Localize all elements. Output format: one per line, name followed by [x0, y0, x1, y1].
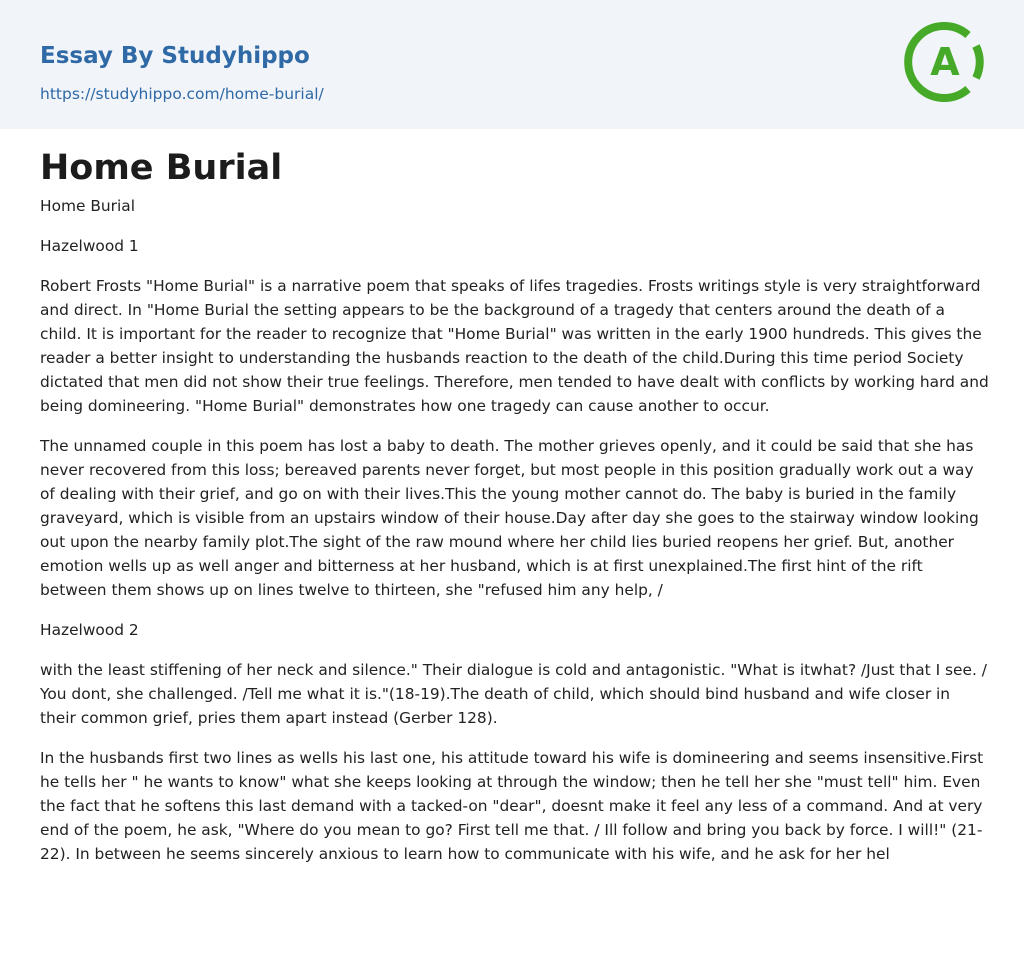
- logo-letter: A: [930, 40, 960, 84]
- essay-url-link[interactable]: https://studyhippo.com/home-burial/: [40, 85, 324, 103]
- essay-paragraph: Hazelwood 1: [40, 237, 139, 255]
- essay-paragraph: with the least stiffening of her neck and silence." Their dialogue is cold and antagonistic. "What is itwhat? /Just that I see. / You dont, she challenged. /Tell me what it is."(18-19).The death of child, which should bind husband and wife closer in their common grief, pries them apart instead (Gerber 128).: [40, 661, 987, 727]
- site-brand[interactable]: Essay By Studyhippo: [40, 43, 310, 69]
- essay-paragraph: In the husbands first two lines as wells his last one, his attitude toward his wife is domineering and seems insensitive.First he tells her " he wants to know" what she keeps looking at through the window; then he tell her she "must tell" him. Even the fact that he softens this last demand with a tacked-on "dear", doesnt make it feel any less of a command. And at very end of the poem, he ask, "Where do you mean to go? First tell me that. / Ill follow and bring you back by force. I will!" (21-22). In between he seems sincerely anxious to learn how to communicate with his wife, and he ask for her hel: [40, 749, 984, 863]
- essay-paragraph: Hazelwood 2: [40, 621, 139, 639]
- essay-content: [40, 143, 990, 866]
- essay-paragraph: Robert Frosts "Home Burial" is a narrative poem that speaks of lifes tragedies. Frosts writings style is very straightforward and direct. In "Home Burial the setting appears to be the background of a tragedy that centers around the death of a child. It is important for the reader to recognize that "Home Burial" was written in the early 1900 hundreds. This gives the reader a better insight to understanding the husbands reaction to the death of the child.During this time period Society dictated that men did not show their true feelings. Therefore, men tended to have dealt with conflicts by working hard and being domineering. "Home Burial" demonstrates how one tragedy can cause another to occur.: [40, 277, 989, 415]
- essay-paragraph: The unnamed couple in this poem has lost a baby to death. The mother grieves openly, and it could be said that she has never recovered from this loss; bereaved parents never forget, but most people in this position gradually work out a way of dealing with their grief, and go on with their lives.This the young mother cannot do. The baby is buried in the family graveyard, which is visible from an upstairs window of their house.Day after day she goes to the stairway window looking out upon the nearby family plot.The sight of the raw mound where her child lies buried reopens her grief. But, another emotion wells up as well anger and bitterness at her husband, which is at first unexplained.The first hint of the rift between them shows up on lines twelve to thirteen, she "refused him any help, /: [40, 437, 979, 599]
- essay-paragraph: Home Burial: [40, 197, 135, 215]
- essay-title: Home Burial: [40, 148, 283, 188]
- studyhippo-logo-icon[interactable]: [900, 17, 990, 107]
- site-header: [0, 0, 1024, 129]
